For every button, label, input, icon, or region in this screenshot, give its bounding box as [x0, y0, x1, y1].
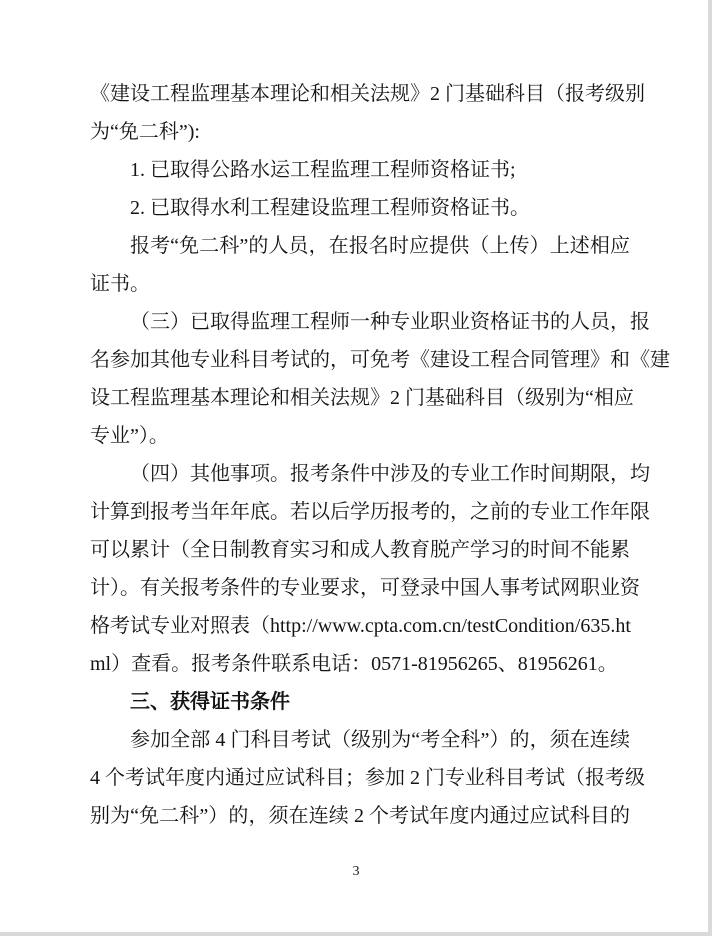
page-number: 3 — [352, 864, 360, 879]
text-line-phone: ml）查看。报考条件联系电话：0571-81956265、81956261。 — [90, 653, 618, 675]
text-line: 为“免二科”): — [90, 121, 200, 143]
text-line: 证书。 — [90, 273, 150, 295]
list-item-2: 2. 已取得水利工程建设监理工程师资格证书。 — [130, 197, 530, 219]
text-line: 《建设工程监理基本理论和相关法规》2 门基础科目（报考级别 — [90, 83, 645, 105]
text-line: 4 个考试年度内通过应试科目；参加 2 门专业科目考试（报考级 — [90, 767, 645, 789]
text-line: 设工程监理基本理论和相关法规》2 门基础科目（级别为“相应 — [90, 387, 634, 409]
page-bottom-edge — [0, 932, 712, 936]
text-line: 计）。有关报考条件的专业要求，可登录中国人事考试网职业资 — [90, 577, 640, 599]
document-body — [90, 75, 670, 835]
text-line: 参加全部 4 门科目考试（级别为“考全科”）的，须在连续 — [130, 729, 630, 751]
page-right-edge — [708, 0, 712, 936]
text-line: 可以累计（全日制教育实习和成人教育脱产学习的时间不能累 — [90, 539, 630, 561]
text-line: （四）其他事项。报考条件中涉及的专业工作时间期限，均 — [130, 463, 650, 485]
text-line: 计算到报考当年年底。若以后学历报考的，之前的专业工作年限 — [90, 501, 650, 523]
text-line: 报考“免二科”的人员，在报名时应提供（上传）上述相应 — [130, 235, 630, 257]
text-line-url: 格考试专业对照表（http://www.cpta.com.cn/testCondition/635.ht — [90, 615, 631, 637]
list-item-1: 1. 已取得公路水运工程监理工程师资格证书; — [130, 159, 516, 181]
text-line: （三）已取得监理工程师一种专业职业资格证书的人员，报 — [130, 311, 650, 333]
text-line: 别为“免二科”）的，须在连续 2 个考试年度内通过应试科目的 — [90, 805, 630, 827]
section-heading: 三、获得证书条件 — [130, 691, 290, 713]
text-line: 专业”）。 — [90, 425, 169, 447]
text-line: 名参加其他专业科目考试的，可免考《建设工程合同管理》和《建 — [90, 349, 670, 371]
